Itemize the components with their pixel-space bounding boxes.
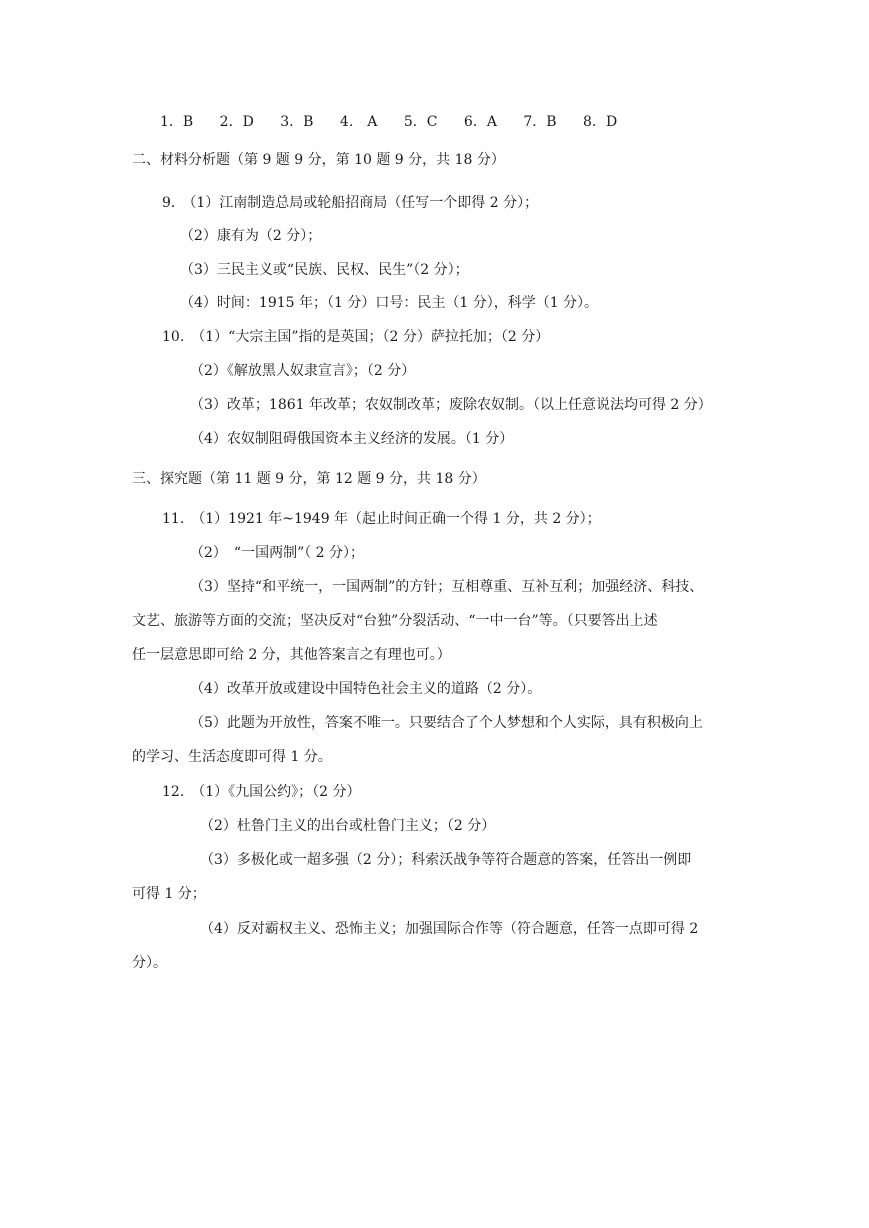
mc-answer-5: 5．C: [403, 114, 438, 130]
section-2-heading: 二、材料分析题（第 9 题 9 分，第 10 题 9 分，共 18 分）: [132, 152, 505, 168]
q11-part5-line2: 的学习、生活态度即可得 1 分。: [132, 749, 332, 765]
q12-part1: 12. （1）《九国公约》；（2 分）: [162, 784, 361, 800]
q11-part4: （4）改革开放或建设中国特色社会主义的道路（2 分）。: [190, 681, 542, 697]
q11-part5-line1: （5）此题为开放性，答案不唯一。只要结合了个人梦想和个人实际，具有积极向上: [190, 715, 703, 731]
q9-part4: （4）时间：1915 年；（1 分）口号：民主（1 分），科学（1 分）。: [180, 295, 599, 311]
q12-part4-line2: 分）。: [132, 955, 167, 971]
q9-part3: （3）三民主义或“民族、民权、民生”（2 分）；: [180, 262, 469, 278]
mc-answer-1: 1．B: [160, 114, 194, 130]
mc-answer-7: 7．B: [523, 114, 557, 130]
q9-part2: （2）康有为（2 分）；: [180, 228, 322, 244]
q10-part4: （4）农奴制阻碍俄国资本主义经济的发展。（1 分）: [190, 431, 514, 447]
q12-part3-line1: （3）多极化或一超多强（2 分）；科索沃战争等符合题意的答案，任答出一例即: [200, 852, 692, 868]
section-3-heading: 三、探究题（第 11 题 9 分，第 12 题 9 分，共 18 分）: [132, 471, 486, 487]
multiple-choice-answers: [160, 112, 639, 132]
q10-part3: （3）改革；1861 年改革；农奴制改革；废除农奴制。（以上任意说法均可得 2 分）: [190, 397, 712, 413]
q10-part1: 10. （1）“大宗主国”指的是英国；（2 分）萨拉托加；（2 分）: [162, 329, 550, 345]
mc-answer-4: 4. A: [339, 114, 378, 130]
q12-part4-line1: （4）反对霸权主义、恐怖主义；加强国际合作等（符合题意，任答一点即可得 2: [200, 921, 699, 937]
q12-part2: （2）杜鲁门主义的出台或杜鲁门主义；（2 分）: [200, 818, 496, 834]
q11-part3-line2: 文艺、旅游等方面的交流；坚决反对“台独”分裂活动、“一中一台”等。（只要答出上述: [132, 613, 658, 629]
q12-part3-line2: 可得 1 分；: [132, 886, 206, 902]
q11-part2: （2） “一国两制”（ 2 分）；: [190, 545, 365, 561]
mc-answer-2: 2．D: [219, 114, 254, 130]
q9-part1: 9. （1）江南制造总局或轮船招商局（任写一个即得 2 分）；: [162, 195, 539, 211]
q11-part1: 11. （1）1921 年~1949 年（起止时间正确一个得 1 分，共 2 分）；: [162, 511, 601, 527]
q10-part2: （2）《解放黑人奴隶宣言》；（2 分）: [190, 363, 416, 379]
mc-answer-8: 8．D: [583, 114, 618, 130]
mc-answer-6: 6．A: [463, 114, 497, 130]
q11-part3-line1: （3）坚持“和平统一，一国两制”的方针；互相尊重、互补互利；加强经济、科技、: [190, 579, 704, 595]
mc-answer-3: 3．B: [280, 114, 314, 130]
q11-part3-line3: 任一层意思即可给 2 分，其他答案言之有理也可。）: [132, 647, 451, 663]
